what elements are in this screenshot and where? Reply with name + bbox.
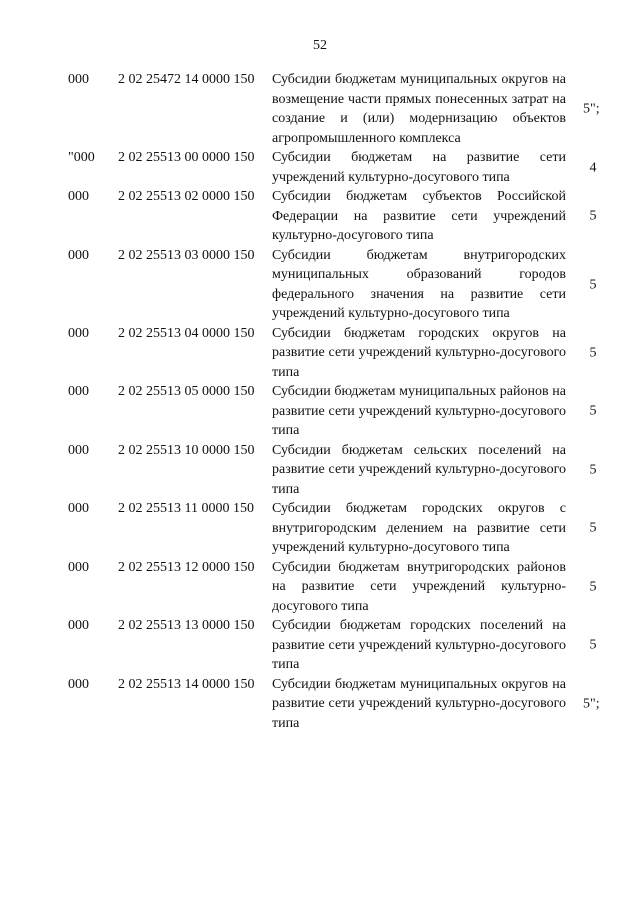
page-number: 52	[313, 38, 327, 53]
table-row	[0, 499, 640, 558]
budget-code: 2 02 25513 05 0000 150	[118, 384, 255, 399]
row-description: Субсидии бюджетам внутригородских муниципальных образований городов федерального значения на развитие сети учреждений культурно-досугового типа	[272, 247, 566, 321]
admin-code: 000	[68, 72, 89, 87]
row-description: Субсидии бюджетам внутригородских районов на развитие сети учреждений культурно-досугового типа	[272, 559, 566, 614]
table-row	[0, 148, 640, 187]
table-row	[0, 441, 640, 500]
budget-code: 2 02 25472 14 0000 150	[118, 72, 255, 87]
row-description: Субсидии бюджетам сельских поселений на развитие сети учреждений культурно-досугового типа	[272, 442, 566, 497]
row-description: Субсидии бюджетам муниципальных районов на развитие сети учреждений культурно-досугового типа	[272, 384, 566, 438]
row-description: Субсидии бюджетам городских округов с внутригородским делением на развитие сети учреждений культурно-досугового типа	[272, 501, 566, 555]
budget-code: 2 02 25513 00 0000 150	[118, 150, 255, 165]
row-description: Субсидии бюджетам городских поселений на развитие сети учреждений культурно-досугового типа	[272, 618, 566, 672]
row-amount: 5	[589, 208, 597, 224]
budget-code: 2 02 25513 11 0000 150	[118, 501, 254, 516]
admin-code: "000	[68, 150, 95, 165]
row-amount: 5	[589, 520, 597, 536]
admin-code: 000	[68, 384, 89, 399]
budget-code: 2 02 25513 04 0000 150	[118, 325, 255, 341]
budget-table	[0, 70, 640, 733]
row-description: Субсидии бюджетам муниципальных округов на развитие сети учреждений культурно-досугового типа	[272, 676, 566, 731]
admin-code: 000	[68, 247, 89, 263]
table-row	[0, 616, 640, 675]
row-description: Субсидии бюджетам муниципальных округов на возмещение части прямых понесенных затрат на создание и (или) модернизацию объектов агропромышленного комплекса	[272, 72, 566, 146]
admin-code: 000	[68, 559, 89, 575]
budget-code: 2 02 25513 14 0000 150	[118, 676, 255, 692]
budget-code: 2 02 25513 12 0000 150	[118, 559, 255, 575]
admin-code: 000	[68, 325, 89, 341]
admin-code: 000	[68, 676, 89, 692]
row-amount: 5";	[583, 696, 600, 711]
row-amount: 4	[589, 159, 597, 175]
budget-code: 2 02 25513 13 0000 150	[118, 618, 255, 633]
row-amount: 5	[589, 637, 597, 653]
table-row	[0, 675, 640, 734]
row-description: Субсидии бюджетам городских округов на развитие сети учреждений культурно-досугового типа	[272, 325, 566, 380]
admin-code: 000	[68, 189, 89, 204]
row-amount: 5	[589, 345, 597, 360]
row-description: Субсидии бюджетам на развитие сети учреждений культурно-досугового типа	[272, 150, 566, 185]
row-description: Субсидии бюджетам субъектов Российской Федерации на развитие сети учреждений культурно-досугового типа	[272, 189, 566, 243]
table-row	[0, 558, 640, 617]
admin-code: 000	[68, 501, 89, 516]
row-amount: 5	[589, 403, 597, 419]
row-amount: 5	[589, 579, 597, 594]
table-row	[0, 187, 640, 246]
budget-code: 2 02 25513 03 0000 150	[118, 247, 255, 263]
budget-code: 2 02 25513 02 0000 150	[118, 189, 255, 204]
row-amount: 5	[589, 462, 597, 477]
row-amount: 5	[589, 276, 597, 292]
admin-code: 000	[68, 442, 89, 458]
admin-code: 000	[68, 618, 89, 633]
table-row	[0, 70, 640, 148]
table-row	[0, 246, 640, 324]
row-amount: 5";	[583, 101, 600, 117]
table-row	[0, 324, 640, 383]
table-row	[0, 382, 640, 441]
budget-code: 2 02 25513 10 0000 150	[118, 442, 255, 458]
